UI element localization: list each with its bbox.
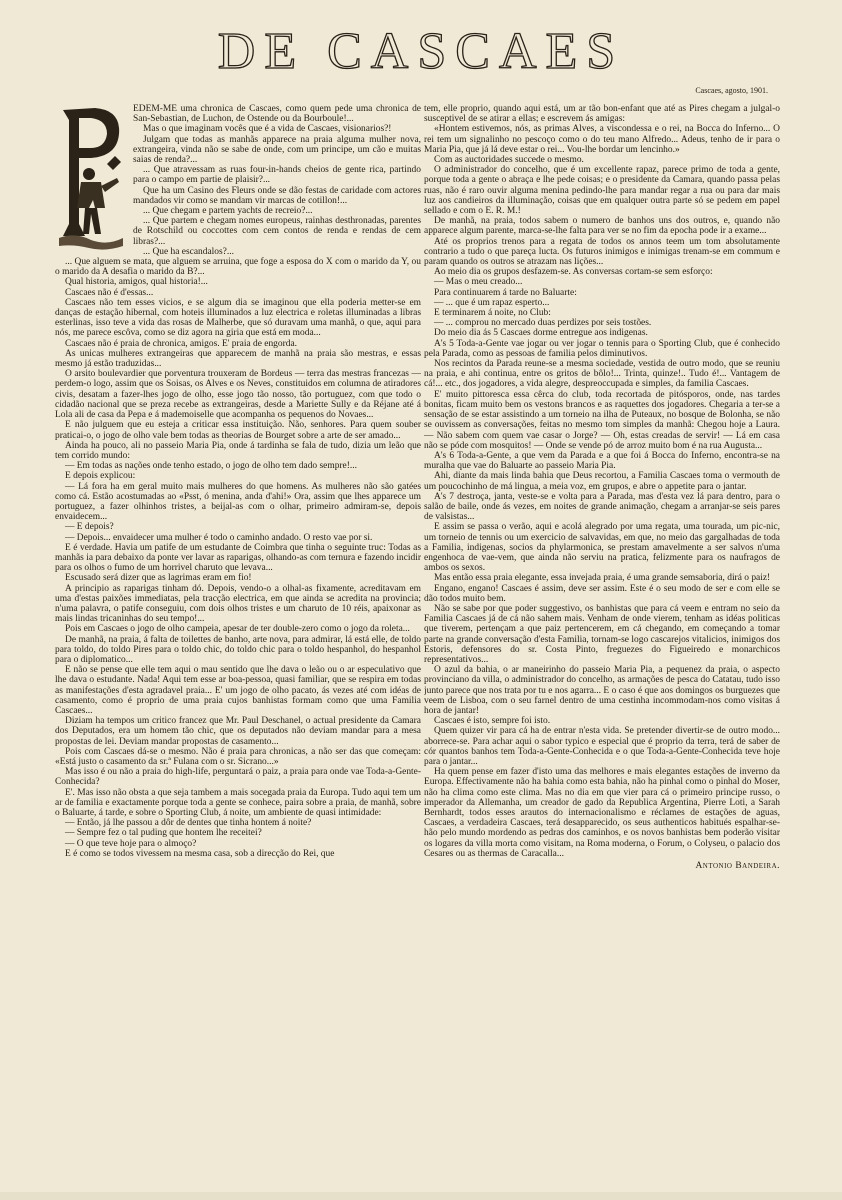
article-paragraph: ... Que alguem se mata, que alguem se arruina, que foge a esposa do X com o marido da Y, ou o marido da A desafia o marido da B?... bbox=[55, 257, 421, 278]
article-paragraph: Pois com Cascaes dá-se o mesmo. Não é praia para chronicas, a não ser das que começam: «Está justo o casamento da sr.ª Fulana com o sr. Sicrano...» bbox=[55, 746, 421, 767]
article-paragraph: — E depois? bbox=[65, 522, 114, 533]
article-paragraph: As unicas mulheres extrangeiras que apparecem de manhã na praia são mestras, e essas mesmo já estão traduzidas... bbox=[55, 348, 421, 370]
page-bottom-edge bbox=[0, 1192, 842, 1200]
article-paragraph: A's 6 Toda-a-Gente, a que vem da Parada e a que foi á Bocca do Inferno, encontra-se na muralha que vae do Baluarte ao passeio Maria Pia. bbox=[424, 450, 780, 472]
page-title: DE CASCAES bbox=[217, 23, 625, 80]
article-paragraph: E assim se passa o verão, aqui e acolá alegrado por uma regata, uma tourada, um pic-nic, um torneio de tennis ou um exercicio de salvavidas, em que, no meio das gargalhadas de toda a Familia, indigenas, socios da phylarmonica, se prestam amavelmente a ser salvos n'uma engenhoca de vae-vem, que ainda não serviu na pratica, felizmente para os naufragos de ambos os sexos. bbox=[424, 522, 780, 574]
article-paragraph: ... Que chegam e partem yachts de recreio?... bbox=[143, 206, 313, 217]
article-paragraph: Com as auctoridades succede o mesmo. bbox=[434, 155, 584, 166]
article-paragraph: Mas o que imaginam vocês que é a vida de Cascaes, visionarios?! bbox=[143, 124, 392, 135]
article-paragraph: E é como se todos vivessem na mesma casa, sob a direcção do Rei, que bbox=[65, 848, 335, 859]
article-paragraph: Ainda ha pouco, ali no passeio Maria Pia, onde á tardinha se fala de tudo, dizia um leão que tem corrido mundo: bbox=[55, 440, 421, 461]
article-paragraph: Cascaes é isto, sempre foi isto. bbox=[434, 716, 551, 727]
article-paragraph: Cascaes não tem esses vicios, e se algum dia se imaginou que ella poderia metter-se em danças de estação hibernal, com hoteis illuminados a luz electrica e roletas illuminadas a libras esterlinas, isso teve a vida das rosas de Malherbe, que só duravam uma manhã, o que, aqui para nós, me parece escôva, como se diz agora na giria que está em moda... bbox=[55, 297, 421, 339]
article-paragraph: Ha quem pense em fazer d'isto uma das melhores e mais elegantes estações de inverno da Europa. Effectivamente não ha bahia como esta bahia, não ha pinhal como o pinhal do Moser, não ha clima como este clima. Mas no dia em que vier para cá o primeiro principe russo, o imperador da Allemanha, um creador de gado da Republica Argentina, Pierre Loti, a Sarah Bernhardt, todos esses arautos do internacionalismo e réclames de estações de aguas, Cascaes, a verdadeira Cascaes, terá desapparecido, os seus authenticos habitués espalhar-se-hão pelo mundo mordendo as pedras dos caminhos, e os novos banhistas bem poderão visitar os logares da villa morta como visitam, na Roma moderna, o Forum, o Colyseu, o palacio dos Cesares ou as thermas de Caracalla... bbox=[424, 767, 780, 859]
article-paragraph: Quem quizer vir para cá ha de entrar n'esta vida. Se pretender divertir-se de outro modo... aborrece-se. Para achar aqui o sabor typico e especial que é proprio da terra, terá de saber de cór quantos banhos tem Toda-a-Gente-Conhecida e o que Toda-a-Gente-Conhecida teve hoje para o jantar... bbox=[424, 726, 780, 767]
article-paragraph: Pois em Cascaes o jogo de olho campeia, apesar de ter double-zero como o jogo da roleta... bbox=[65, 624, 410, 635]
article-paragraph: — ... comprou no mercado duas perdizes por seis tostões. bbox=[434, 318, 652, 329]
article-paragraph: A's 7 destroça, janta, veste-se e volta para a Parada, mas d'esta vez lá para dentro, para o salão de baile, onde ás vezes, em noites de grande animação, chegam a arranjar-se seis pares de valsistas... bbox=[424, 491, 780, 523]
article-paragraph: Ahi, diante da mais linda bahia que Deus recortou, a Familia Cascaes toma o vermouth de um poucochinho de má lingua, a meia voz, em grupos, e abre o appetite para o jantar. bbox=[424, 471, 780, 492]
article-paragraph: E terminarem á noite, no Club: bbox=[434, 308, 551, 319]
article-paragraph: «Hontem estivemos, nós, as primas Alves, a viscondessa e o rei, na Bocca do Inferno... O rei tem um signalinho no pescoço como o do teu mano Alfredo... Adeus, tenho de ir para o Maria Pia, que já lá deve estar o rei... Vou-lhe bordar um lencinho.» bbox=[424, 124, 780, 155]
article-paragraph: E não julguem que eu esteja a criticar essa instituição. Não, senhores. Para quem souber praticai-o, o jogo de olho vale bem todas as theorias de Bourget sobre a arte de ser amado... bbox=[55, 420, 421, 441]
article-paragraph: tem, elle proprio, quando aqui está, um ar tão bon-enfant que até as Pires chegam a julgal-o susceptivel de se atirar a ellas; e escrevem ás amigas: bbox=[424, 104, 780, 125]
article-paragraph: Nos recintos da Parada reune-se a mesma sociedade, vestida de outro modo, que se reuniu na praia, e ahi continua, entre os gritos de bôlo!... Trinta, quinze!.. Tudo é!... Vantagem de cá!... etc., dos jogadores, a vida alegre, despreoccupada e simples, da familia Cascaes. bbox=[424, 359, 780, 390]
author-signature: Antonio Bandeira. bbox=[695, 861, 780, 872]
article-paragraph: Para continuarem á tarde no Baluarte: bbox=[434, 287, 577, 298]
article-paragraph: — O que teve hoje para o almoço? bbox=[65, 838, 197, 849]
right-article-body bbox=[424, 104, 780, 859]
article-paragraph: ... Que ha escandalos?... bbox=[143, 246, 234, 257]
article-paragraph: Engano, engano! Cascaes é assim, deve ser assim. Este é o seu modo de ser e com elle se dão todos muito bem. bbox=[424, 583, 780, 604]
article-paragraph: Não se sabe por que poder suggestivo, os banhistas que para cá veem e entram no seio da Familia Cascaes já de cá não sahem mais. Venham de onde vierem, tenham as idéas politicas que tiverem, pertençam a que paiz pertencerem, em cá chegando, em começando a tomar parte na grande conversação d'esta Familia, tornam-se logo cascarejos vitalicios, inimigos dos Estoris, defensores do sr. Costa Pinto, freguezes do Figueiredo e monarchicos representativos... bbox=[424, 603, 780, 665]
article-paragraph: — Então, já lhe passou a dôr de dentes que tinha hontem á noite? bbox=[65, 818, 312, 829]
article-paragraph: Mas isso é ou não a praia do high-life, perguntará o paiz, a praia para onde vae Toda-a-Gente-Conhecida? bbox=[55, 767, 421, 788]
article-paragraph: E' muito pittoresca essa cêrca do club, toda recortada de pitósporos, onde, nas tardes bonitas, ficam muito bem os vestons brancos e as raquettes dos jogadores. Chegaria a ter-se a sensação de se estar assistindo a um torneio na ilha de Puteaux, no bosque de Bolonha, se não se ouvissem as conversações, feitas no mesmo tom simples da manhã: Chegou hoje a Laura.— Não sabem com quem vae casar o Jorge? — Oh, estas creadas de servir! — Lá em casa não se póde com mosquitos! — Onde se vende pó de arroz muito bom é na rua Augusta... bbox=[424, 389, 780, 451]
article-paragraph: Cascaes não é praia de chronica, amigos. E' praia de engorda. bbox=[65, 338, 298, 349]
illustrated-dropcap bbox=[55, 104, 127, 254]
article-paragraph: O arsito boulevardier que porventura trouxeram de Bordeus — terra das mestras francezas — perdem-o logo, assim que os Soisas, os Alves e os Neves, constituidos em columna de atiradores civis, desatam a fazer-lhes jogo de olho, esse jogo tão nosso, tão portuguez, com que todo o cidadão nacional que se preza recebe as extrangeiras, desde a Mariette Sully e da Réjane até á Lola ali de casa da Pepa e á mademoiselle que acompanha os pequenos do Novaes... bbox=[55, 369, 421, 421]
article-paragraph: — Lá fora ha em geral muito mais mulheres do que homens. As mulheres não são gatées como cá. Estão acostumadas ao «Psst, ó menina, anda d'ahi!» Ora, assim que lhes apparece um portuguez, a fazer olhinhos tristes, a beijal-as com o olhar, primeiro admiram-se, depois envaidecem... bbox=[55, 481, 421, 523]
article-paragraph: — Depois... envaidecer uma mulher é todo o caminho andado. O resto vae por si. bbox=[65, 532, 373, 543]
article-paragraph: E não se pense que elle tem aqui o mau sentido que lhe dava o leão ou o ar especulativo que lhe dava o estudante. Nada! Aqui tem esse ar boa-pessoa, quasi familiar, que se respira em todas as manifestações d'esta agradavel praia... E' um jogo de olho pacato, ás vezes até com idéas de casamento, como é proprio de uma praia cujos banhistas formam como que uma Familia Cascaes... bbox=[55, 665, 421, 716]
article-paragraph: — ... que é um rapaz esperto... bbox=[434, 297, 550, 308]
article-paragraph: ... Que atravessam as ruas four-in-hands cheios de gente rica, partindo para o campo em partie de plaisir?... bbox=[133, 165, 421, 186]
article-paragraph: O administrador do concelho, que é um excellente rapaz, parece primo de toda a gente, porque toda a gente o abraça e lhe pede coisas; e o presidente da Camara, quando passa pelas ruas, não é raro ouvir alguma menina pedindo-lhe para mandar regar a rua ou para dar mais luz aos candieiros da illuminação, coisas que em qualquer outra parte só se pedem em papel sellado e com o E. R. M.! bbox=[424, 165, 780, 217]
article-paragraph: De manhã, na praia, todos sabem o numero de banhos uns dos outros, e, quando não apparece algum parente, marca-se-lhe falta para ver se no fim da epocha pode ir a exame... bbox=[424, 216, 780, 237]
article-paragraph: Cascaes não é d'essas... bbox=[65, 287, 154, 298]
article-paragraph: — Sempre fez o tal puding que hontem lhe receitei? bbox=[65, 828, 262, 839]
article-paragraph: E'. Mas isso não obsta a que seja tambem a mais socegada praia da Europa. Tudo aqui tem um ar de familia e exactamente porque toda a gente se conhece, paira sobre a praia, de manhã, sobre o Baluarte, á tarde, e sobre o Sporting Club, á noite, um ambiente de quasi intimidade: bbox=[55, 787, 421, 819]
article-paragraph: Do meio dia ás 5 Cascaes dorme entregue aos indigenas. bbox=[434, 328, 648, 339]
article-paragraph: Escusado será dizer que as lagrimas eram em fio! bbox=[65, 573, 252, 584]
article-paragraph: Diziam ha tempos um critico francez que Mr. Paul Deschanel, o actual presidente da Camara dos Deputados, era um homem tão chic, que os deputados não deviam mandar para a mesa propostas de lei. Deviam mandar propostas de casamento... bbox=[55, 716, 421, 747]
article-paragraph: Que ha um Casino des Fleurs onde se dão festas de caridade com actores mandados vir como se mandam vir marcas de cotillon!... bbox=[133, 185, 421, 206]
left-column bbox=[55, 104, 421, 1182]
dropcap-illustration bbox=[55, 104, 127, 254]
article-paragraph: A's 5 Toda-a-Gente vae jogar ou ver jogar o tennis para o Sporting Club, que é conhecido pela Parada, como as pessoas de familia pelos diminutivos. bbox=[424, 338, 780, 359]
article-paragraph: E é verdade. Havia um patife de um estudante de Coimbra que tinha o seguinte truc: Todas as manhãs ia para debaixo da ponte ver lavar as raparigas, olhando-as com ternura e fazendo incidir para os olhos o fumo de um horrivel charuto que levava... bbox=[55, 542, 421, 574]
article-paragraph: Qual historia, amigos, qual historia!... bbox=[65, 277, 208, 288]
article-paragraph: — Em todas as nações onde tenho estado, o jogo de olho tem dado sempre!... bbox=[65, 461, 357, 472]
article-paragraph: Ao meio dia os grupos desfazem-se. As conversas cortam-se sem esforço: bbox=[434, 267, 713, 278]
right-column bbox=[424, 104, 780, 1182]
article-paragraph: A principio as raparigas tinham dó. Depois, vendo-o a olhal-as fixamente, acreditavam em uma d'estas paixões immediatas, pela tracção electrica, em que ainda se acredita na provincia; n'uma palavra, o patife conseguiu, com dois olhos tristes e um charuto de 10 réis, apaixonar as mais lindas tricaninhas do seu tempo!... bbox=[55, 583, 421, 625]
article-paragraph: Mas então essa praia elegante, essa invejada praia, é uma grande semsaboria, dirá o paiz! bbox=[434, 573, 771, 584]
article-paragraph: EDEM-ME uma chronica de Cascaes, como quem pede uma chronica de San-Sebastian, de Luchon, de Ostende ou da Bourboule!... bbox=[133, 104, 421, 125]
article-paragraph: — Mas o meu creado... bbox=[434, 277, 523, 288]
article-paragraph: ... Que partem e chegam nomes europeus, rainhas desthronadas, parentes de Rotschild ou coccottes com cem contos de renda e rendas de cem libras?... bbox=[133, 216, 421, 247]
article-paragraph: De manhã, na praia, á falta de toilettes de banho, arte nova, para admirar, lá está elle, de toldo para toldo, do toldo Pires para o toldo chic, do toldo chic para o toldo hespanhol, do hespanhol para o diplomatico... bbox=[55, 634, 421, 665]
dateline: Cascaes, agosto, 1901. bbox=[695, 86, 768, 95]
article-paragraph: O azul da bahia, o ar maneirinho do passeio Maria Pia, a pequenez da praia, o aspecto provinciano da villa, o administrador do concelho, as armações de pesca do Catatau, tudo isso junto parece que nos trata por tu e nos agarra... E o caso é que aos domingos os burguezes que veem de Lisboa, com o seu farnel dentro de uma cestinha incommodam-nos como visitas á hora de jantar! bbox=[424, 665, 780, 716]
article-paragraph: E depois explicou: bbox=[65, 471, 136, 482]
article-paragraph: Julgam que todas as manhãs apparece na praia alguma mulher nova, extrangeira, vinda não se sabe de onde, com um principe, um cão e muitas saias de renda?... bbox=[133, 134, 421, 166]
article-paragraph: Até os proprios trenos para a regata de todos os annos teem um tom absolutamente contrario a tudo o que pareça lucta. Os futuros inimigos e inimigas trenam-se em commum e param quando os outros se atrazam nas lições... bbox=[424, 236, 780, 268]
